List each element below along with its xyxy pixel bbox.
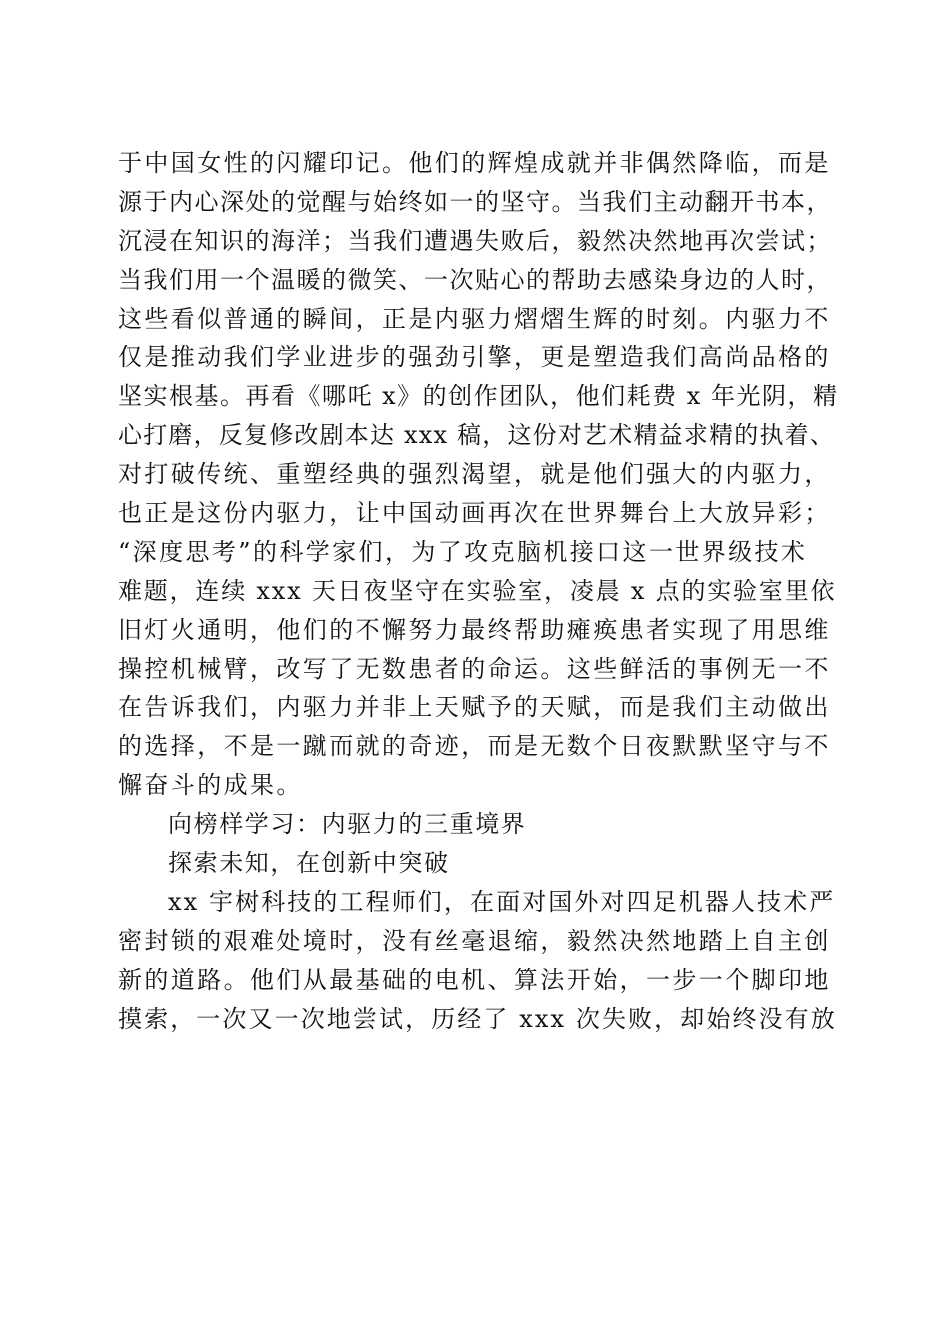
paragraph-line: 这些看似普通的瞬间，正是内驱力熠熠生辉的时刻。内驱力不 xyxy=(118,304,831,333)
paragraph-line: “深度思考”的科学家们，为了攻克脑机接口这一世界级技术 xyxy=(118,537,808,566)
section-heading: 探索未知，在创新中突破 xyxy=(168,849,450,878)
paragraph-line: 当我们用一个温暖的微笑、一次贴心的帮助去感染身边的人时， xyxy=(118,265,832,294)
document-body xyxy=(118,144,838,1038)
paragraph-line: 摸索，一次又一次地尝试，历经了 xxx 次失败，却始终没有放 xyxy=(118,1004,837,1033)
paragraph-line: 心打磨，反复修改剧本达 xxx 稿，这份对艺术精益求精的执着、 xyxy=(118,421,836,450)
paragraph-line: xx 宇树科技的工程师们，在面对国外对四足机器人技术严 xyxy=(168,887,836,916)
paragraph-line: 对打破传统、重塑经典的强烈渴望，就是他们强大的内驱力， xyxy=(118,460,831,489)
paragraph-line: 坚实根基。再看《哪吒 x》的创作团队，他们耗费 x 年光阴，精 xyxy=(118,382,839,411)
paragraph-line: 沉浸在知识的海洋；当我们遭遇失败后，毅然决然地再次尝试； xyxy=(118,226,832,255)
paragraph-line: 难题，连续 xxx 天日夜坚守在实验室，凌晨 x 点的实验室里依 xyxy=(118,576,837,605)
paragraph-line: 于中国女性的闪耀印记。他们的辉煌成就并非偶然降临，而是 xyxy=(118,149,831,177)
paragraph-line: 的选择，不是一蹴而就的奇迹，而是无数个日夜默默坚守与不 xyxy=(118,732,831,761)
paragraph-line: 源于内心深处的觉醒与始终如一的坚守。当我们主动翻开书本， xyxy=(118,187,832,216)
paragraph-line: 旧灯火通明，他们的不懈努力最终帮助瘫痪患者实现了用思维 xyxy=(118,615,831,644)
paragraph-line: 懈奋斗的成果。 xyxy=(118,771,303,800)
paragraph-line: 密封锁的艰难处境时，没有丝毫退缩，毅然决然地踏上自主创 xyxy=(118,926,831,955)
paragraph-line: 新的道路。他们从最基础的电机、算法开始，一步一个脚印地 xyxy=(118,965,831,994)
paragraph-line: 在告诉我们，内驱力并非上天赋予的天赋，而是我们主动做出 xyxy=(118,693,831,722)
paragraph-line: 也正是这份内驱力，让中国动画再次在世界舞台上大放异彩； xyxy=(118,499,831,528)
paragraph-line: 操控机械臂，改写了无数患者的命运。这些鲜活的事例无一不 xyxy=(118,654,831,683)
section-heading: 向榜样学习：内驱力的三重境界 xyxy=(168,810,527,839)
paragraph-line: 仅是推动我们学业进步的强劲引擎，更是塑造我们高尚品格的 xyxy=(118,343,831,372)
